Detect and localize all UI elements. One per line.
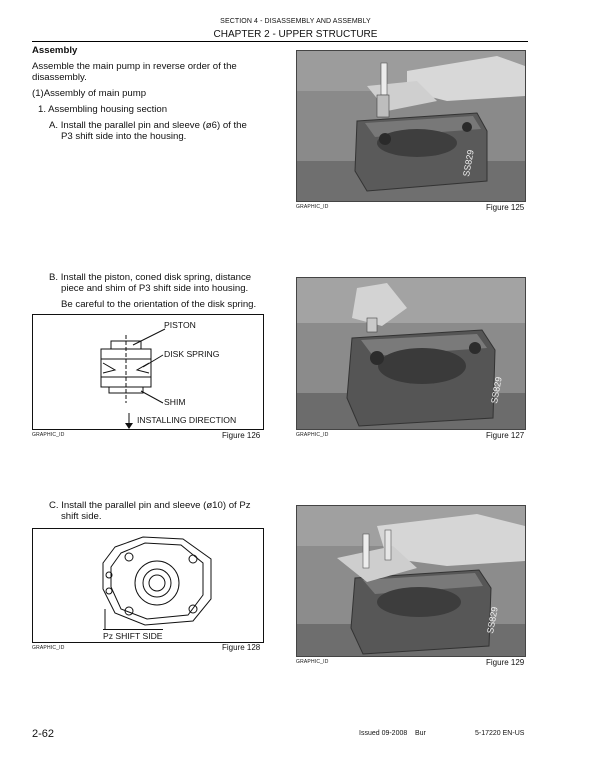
figure-126-graphic-id: GRAPHIC_ID xyxy=(32,432,65,438)
figure-126-piston-label: PISTON xyxy=(164,320,196,330)
figure-126-shim-label: SHIM xyxy=(164,397,186,407)
figure-125-photo xyxy=(296,50,526,202)
figure-127-photo xyxy=(296,277,526,430)
subheading-main-pump: (1)Assembly of main pump xyxy=(32,88,147,99)
footer-document-number: 5-17220 EN-US xyxy=(475,730,525,737)
figure-125-stamp: SS829 xyxy=(461,148,476,178)
footer-language: Bur xyxy=(415,730,426,737)
figure-126-diagram xyxy=(32,314,264,430)
figure-128-caption: Figure 128 xyxy=(222,643,261,652)
chapter-header: CHAPTER 2 - UPPER STRUCTURE xyxy=(213,29,378,40)
step-a-line-1: A. Install the parallel pin and sleeve (ø6) of the xyxy=(49,120,247,131)
figure-125-graphic-id: GRAPHIC_ID xyxy=(296,204,329,210)
subheading-housing: 1. Assembling housing section xyxy=(38,104,168,115)
figure-128-graphic-id: GRAPHIC_ID xyxy=(32,645,65,651)
step-b-line-1: B. Install the piston, coned disk spring, distance xyxy=(49,272,252,283)
header-rule xyxy=(32,41,528,42)
step-b-note: Be careful to the orientation of the disk spring. xyxy=(61,299,257,310)
step-c-line-1: C. Install the parallel pin and sleeve (ø10) of Pz xyxy=(49,500,251,511)
intro-line-2: disassembly. xyxy=(32,72,87,83)
figure-127-graphic-id: GRAPHIC_ID xyxy=(296,432,329,438)
figure-126-disk-spring-label: DISK SPRING xyxy=(164,349,220,359)
figure-127-caption: Figure 127 xyxy=(486,431,525,440)
figure-127-stamp: SS829 xyxy=(489,375,504,405)
figure-126-direction-label: INSTALLING DIRECTION xyxy=(137,415,237,425)
figure-129-graphic-id: GRAPHIC_ID xyxy=(296,659,329,665)
intro-line-1: Assemble the main pump in reverse order of the xyxy=(32,61,237,72)
figure-125-caption: Figure 125 xyxy=(486,203,525,212)
figure-129-photo xyxy=(296,505,526,657)
assembly-heading: Assembly xyxy=(32,45,78,56)
step-a-line-2: P3 shift side into the housing. xyxy=(61,131,187,142)
step-c-line-2: shift side. xyxy=(61,511,102,522)
section-header: SECTION 4 - DISASSEMBLY AND ASSEMBLY xyxy=(220,18,371,25)
page-number: 2-62 xyxy=(32,728,55,740)
footer-issued: Issued 09-2008 xyxy=(359,730,408,737)
figure-126-caption: Figure 126 xyxy=(222,431,261,440)
figure-128-pz-shift-label: Pz SHIFT SIDE xyxy=(103,631,163,641)
figure-128-diagram xyxy=(32,528,264,643)
step-b-line-2: piece and shim of P3 shift side into housing. xyxy=(61,283,249,294)
figure-129-stamp: SS829 xyxy=(485,605,500,635)
figure-129-caption: Figure 129 xyxy=(486,658,525,667)
